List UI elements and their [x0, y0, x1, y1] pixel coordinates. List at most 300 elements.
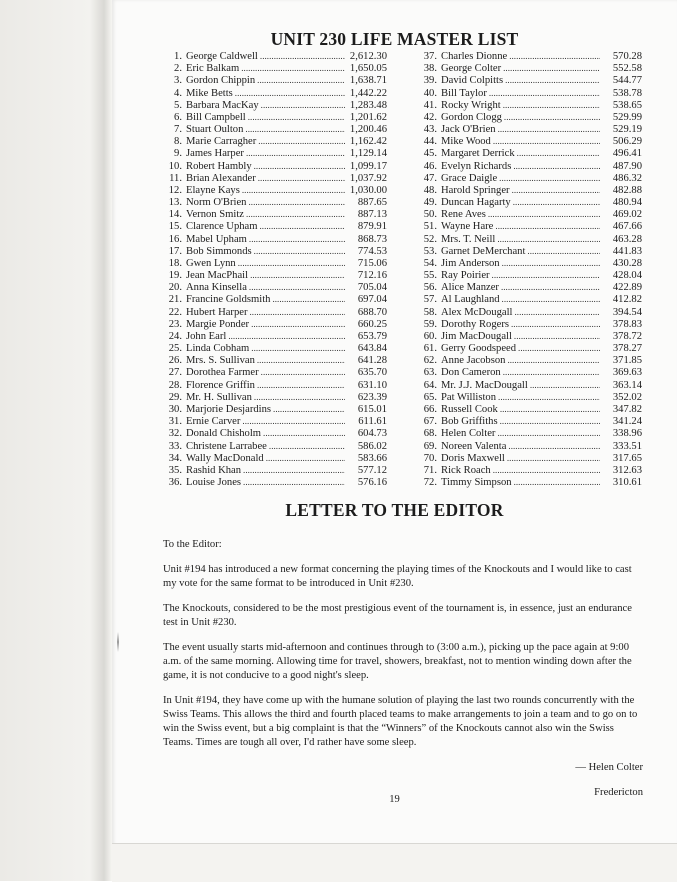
list-item [418, 354, 642, 366]
master-points: 1,283.48 [349, 99, 387, 111]
master-points: 496.41 [612, 148, 642, 160]
list-item [418, 123, 642, 135]
list-item [163, 354, 387, 366]
list-item [163, 172, 387, 184]
master-points: 363.14 [612, 379, 642, 391]
list-item [163, 257, 387, 269]
list-item [418, 427, 642, 439]
list-item [418, 111, 642, 123]
member-name: Margie Ponder [186, 318, 250, 330]
master-points: 887.65 [357, 197, 387, 209]
member-name: Marjorie Desjardins [186, 403, 272, 415]
list-title: UNIT 230 LIFE MASTER LIST [270, 29, 519, 49]
rank-number: 34. [168, 452, 182, 464]
rank-number: 6. [174, 111, 182, 123]
letter-paragraph: In Unit #194, they have come up with the humane solution of playing the last two rounds concurrently with the Swiss Teams. This allows the third and fourth placed teams to make arrangements to join a team and to go on to win the Swiss event, but a big complaint is that the “Winners” of the Knockouts cannot also win the Swiss Teams. Times are tough all over, I'd rather have some sleep. [163, 694, 638, 749]
dot-leader [242, 184, 345, 196]
member-name: Helen Colter [441, 428, 496, 440]
master-points: 712.16 [357, 270, 387, 282]
rank-number: 40. [423, 87, 437, 99]
master-points: 1,129.14 [349, 148, 387, 160]
dot-leader [243, 476, 345, 488]
master-points: 1,162.42 [349, 136, 387, 148]
list-item [163, 123, 387, 135]
list-item [418, 281, 642, 293]
rank-number: 12. [168, 184, 182, 196]
dot-leader [517, 147, 600, 159]
dot-leader [248, 111, 345, 123]
master-points: 487.90 [612, 160, 642, 172]
list-item [418, 476, 642, 488]
member-name: Gerry Goodspeed [441, 343, 517, 355]
master-points: 378.72 [612, 330, 642, 342]
rank-number: 57. [423, 294, 437, 306]
list-item [418, 233, 642, 245]
rank-number: 27. [168, 367, 182, 379]
member-name: David Colpitts [441, 75, 504, 87]
list-item [418, 464, 642, 476]
master-points: 529.99 [612, 111, 642, 123]
rank-number: 66. [423, 403, 437, 415]
member-name: George Caldwell [186, 51, 258, 62]
master-points: 577.12 [357, 464, 387, 476]
dot-leader [245, 123, 345, 135]
list-item [418, 245, 642, 257]
member-name: Florence Griffin [186, 379, 255, 391]
dot-leader [251, 342, 345, 354]
dot-leader [503, 366, 600, 378]
master-points: 604.73 [357, 428, 387, 440]
member-name: Norm O'Brien [186, 197, 247, 209]
list-item [163, 415, 387, 427]
dot-leader [257, 379, 345, 391]
list-item [163, 220, 387, 232]
dot-leader [505, 74, 600, 86]
rank-number: 72. [423, 477, 437, 489]
list-item [163, 99, 387, 111]
member-name: Evelyn Richards [441, 160, 512, 172]
master-points: 623.39 [357, 391, 387, 403]
rank-number: 39. [423, 75, 437, 87]
dot-leader [242, 415, 345, 427]
dot-leader [501, 281, 600, 293]
member-name: Duncan Hagarty [441, 197, 511, 209]
member-name: James Harper [186, 148, 244, 160]
rank-number: 3. [174, 75, 182, 87]
rank-number: 69. [423, 440, 437, 452]
rank-number: 37. [423, 51, 437, 62]
dot-leader [254, 245, 345, 257]
member-name: Al Laughland [441, 294, 500, 306]
rank-number: 1. [174, 51, 182, 62]
page-number: 19 [389, 794, 400, 805]
dot-leader [228, 330, 345, 342]
list-item [418, 87, 642, 99]
master-points: 538.78 [612, 87, 642, 99]
master-points: 583.66 [357, 452, 387, 464]
dot-leader [261, 366, 345, 378]
list-item [163, 184, 387, 196]
rank-number: 4. [174, 87, 182, 99]
member-name: Mrs. S. Sullivan [186, 355, 255, 367]
member-name: Rashid Khan [186, 464, 242, 476]
rank-number: 24. [168, 330, 182, 342]
master-points: 480.94 [612, 197, 642, 209]
rank-number: 13. [168, 197, 182, 209]
master-points: 1,200.46 [349, 124, 387, 136]
list-item [418, 342, 642, 354]
rank-number: 7. [174, 124, 182, 136]
list-item [163, 208, 387, 220]
list-item [163, 245, 387, 257]
letter-salutation: To the Editor: [163, 539, 222, 550]
master-points: 774.53 [357, 245, 387, 257]
member-name: Mike Betts [186, 87, 233, 99]
member-name: Alice Manzer [441, 282, 499, 294]
master-points: 653.79 [357, 330, 387, 342]
master-points: 333.51 [612, 440, 642, 452]
member-name: Marie Carragher [186, 136, 257, 148]
master-points: 660.25 [357, 318, 387, 330]
dot-leader [261, 99, 345, 111]
list-item [418, 379, 642, 391]
list-item [163, 379, 387, 391]
master-points: 441.83 [612, 245, 642, 257]
list-item [163, 403, 387, 415]
rank-number: 46. [423, 160, 437, 172]
dot-leader [515, 306, 601, 318]
master-points: 312.63 [612, 464, 642, 476]
rank-number: 2. [174, 63, 182, 75]
dot-leader [513, 196, 600, 208]
list-item [418, 440, 642, 452]
list-item [163, 427, 387, 439]
list-item [418, 160, 642, 172]
master-points: 1,638.71 [349, 75, 387, 87]
rank-number: 59. [423, 318, 437, 330]
dot-leader [241, 62, 345, 74]
list-item [163, 330, 387, 342]
rank-number: 10. [168, 160, 182, 172]
member-name: Gwen Lynn [186, 257, 236, 269]
rank-number: 35. [168, 464, 182, 476]
rank-number: 45. [423, 148, 437, 160]
rank-number: 63. [423, 367, 437, 379]
dot-leader [503, 62, 600, 74]
master-points: 1,201.62 [349, 111, 387, 123]
rank-number: 53. [423, 245, 437, 257]
dot-leader [492, 269, 600, 281]
rank-number: 43. [423, 124, 437, 136]
dot-leader [243, 464, 345, 476]
dot-leader [258, 135, 345, 147]
rank-number: 42. [423, 111, 437, 123]
list-item [418, 184, 642, 196]
dot-leader [254, 391, 345, 403]
rank-number: 26. [168, 355, 182, 367]
list-item [163, 62, 387, 74]
member-name: Linda Cobham [186, 343, 250, 355]
rank-number: 58. [423, 306, 437, 318]
member-name: Bill Taylor [441, 87, 487, 99]
member-name: Timmy Simpson [441, 477, 512, 489]
rank-number: 47. [423, 172, 437, 184]
letter-title: LETTER TO THE EDITOR [285, 500, 504, 520]
list-item [163, 293, 387, 305]
rank-number: 44. [423, 136, 437, 148]
member-name: Charles Dionne [441, 51, 508, 62]
master-points: 611.61 [358, 416, 387, 428]
dot-leader [246, 147, 345, 159]
member-name: Wally MacDonald [186, 452, 264, 464]
master-points: 586.02 [357, 440, 387, 452]
list-item [163, 50, 387, 62]
master-points: 635.70 [357, 367, 387, 379]
member-name: Noreen Valenta [441, 440, 507, 452]
list-item [418, 99, 642, 111]
master-points: 688.70 [357, 306, 387, 318]
life-master-list-right [418, 50, 642, 488]
list-item [163, 318, 387, 330]
list-item [163, 281, 387, 293]
master-points: 422.89 [612, 282, 642, 294]
member-name: Dorothea Farmer [186, 367, 259, 379]
list-item [418, 366, 642, 378]
member-name: George Colter [441, 63, 502, 75]
dot-leader [527, 245, 600, 257]
rank-number: 32. [168, 428, 182, 440]
rank-number: 38. [423, 63, 437, 75]
master-points: 576.16 [357, 477, 387, 489]
dot-leader [272, 293, 345, 305]
list-item [163, 111, 387, 123]
rank-number: 56. [423, 282, 437, 294]
member-name: Russell Cook [441, 403, 498, 415]
member-name: Rene Aves [441, 209, 486, 221]
master-points: 705.04 [357, 282, 387, 294]
list-item [163, 342, 387, 354]
dot-leader [500, 403, 600, 415]
member-name: Alex McDougall [441, 306, 513, 318]
dot-leader [254, 160, 345, 172]
dot-leader [258, 172, 345, 184]
master-points: 371.85 [612, 355, 642, 367]
rank-number: 36. [168, 477, 182, 489]
dot-leader [511, 318, 600, 330]
master-points: 467.66 [612, 221, 642, 233]
dot-leader [259, 220, 345, 232]
dot-leader [269, 440, 345, 452]
dot-leader [251, 318, 345, 330]
dot-leader [266, 452, 345, 464]
member-name: Mr. J.J. MacDougall [441, 379, 528, 391]
list-item [418, 293, 642, 305]
rank-number: 61. [423, 343, 437, 355]
list-item [163, 147, 387, 159]
rank-number: 18. [168, 257, 182, 269]
dot-leader [512, 184, 600, 196]
letter-body [163, 538, 643, 810]
rank-number: 21. [168, 294, 182, 306]
master-points: 469.02 [612, 209, 642, 221]
list-item [418, 208, 642, 220]
member-name: Mabel Upham [186, 233, 247, 245]
master-points: 352.02 [612, 391, 642, 403]
dot-leader [507, 452, 600, 464]
rank-number: 30. [168, 403, 182, 415]
member-name: Gordon Chippin [186, 75, 256, 87]
list-item [418, 50, 642, 62]
member-name: Anne Jacobson [441, 355, 506, 367]
master-points: 428.04 [612, 270, 642, 282]
dot-leader [248, 196, 345, 208]
rank-number: 55. [423, 270, 437, 282]
master-points: 486.32 [612, 172, 642, 184]
master-points: 378.27 [612, 343, 642, 355]
list-item [418, 220, 642, 232]
rank-number: 68. [423, 428, 437, 440]
master-points: 482.88 [612, 184, 642, 196]
list-item [163, 87, 387, 99]
member-name: Eric Balkam [186, 63, 240, 75]
master-points: 369.63 [612, 367, 642, 379]
rank-number: 28. [168, 379, 182, 391]
member-name: Ernie Carver [186, 416, 241, 428]
list-item [418, 391, 642, 403]
rank-number: 22. [168, 306, 182, 318]
member-name: Jim MacDougall [441, 330, 512, 342]
letter-paragraph: The event usually starts mid-afternoon and continues through to (3:00 a.m.), picking up the pace again at 9:00 a.m. of the same morning. Allowing time for travel, showers, breakfast, not to mention winding down after the game, it is not conducive to a good night's sleep. [163, 641, 632, 681]
rank-number: 15. [168, 221, 182, 233]
dot-leader [514, 476, 600, 488]
rank-number: 60. [423, 330, 437, 342]
master-points: 868.73 [357, 233, 387, 245]
dot-leader [249, 306, 345, 318]
rank-number: 50. [423, 209, 437, 221]
master-points: 887.13 [357, 209, 387, 221]
master-points: 615.01 [357, 403, 387, 415]
member-name: Rocky Wright [441, 99, 501, 111]
member-name: Jack O'Brien [441, 124, 496, 136]
master-points: 552.58 [612, 63, 642, 75]
list-item [418, 452, 642, 464]
dot-leader [498, 391, 600, 403]
dot-leader [263, 427, 345, 439]
list-item [418, 172, 642, 184]
rank-number: 20. [168, 282, 182, 294]
rank-number: 54. [423, 257, 437, 269]
dot-leader [249, 281, 345, 293]
master-points: 310.61 [612, 477, 642, 489]
member-name: Wayne Hare [441, 221, 494, 233]
rank-number: 41. [423, 99, 437, 111]
rank-number: 11. [169, 172, 182, 184]
list-item [163, 233, 387, 245]
member-name: Mr. H. Sullivan [186, 391, 252, 403]
rank-number: 5. [174, 99, 182, 111]
list-item [418, 269, 642, 281]
member-name: Stuart Oulton [186, 124, 244, 136]
member-name: Anna Kinsella [186, 282, 247, 294]
dot-leader [260, 50, 345, 62]
member-name: Mrs. T. Neill [441, 233, 496, 245]
list-item [163, 464, 387, 476]
member-name: Louise Jones [186, 477, 242, 489]
rank-number: 52. [423, 233, 437, 245]
list-item [163, 440, 387, 452]
list-item [163, 135, 387, 147]
master-points: 412.82 [612, 294, 642, 306]
member-name: Francine Goldsmith [186, 294, 271, 306]
list-item [163, 269, 387, 281]
master-points: 641.28 [357, 355, 387, 367]
dot-leader [246, 208, 345, 220]
member-name: Harold Springer [441, 184, 510, 196]
master-points: 338.96 [612, 428, 642, 440]
dot-leader [502, 293, 600, 305]
master-points: 544.77 [612, 75, 642, 87]
dot-leader [504, 111, 600, 123]
dot-leader [497, 427, 600, 439]
master-points: 643.84 [357, 343, 387, 355]
member-name: Jim Anderson [441, 257, 500, 269]
list-item [418, 415, 642, 427]
master-points: 715.06 [357, 257, 387, 269]
master-points: 378.83 [612, 318, 642, 330]
rank-number: 16. [168, 233, 182, 245]
member-name: Donald Chisholm [186, 428, 262, 440]
master-points: 430.28 [612, 257, 642, 269]
member-name: Bill Campbell [186, 111, 246, 123]
list-item [418, 62, 642, 74]
dot-leader [257, 354, 345, 366]
member-name: Don Cameron [441, 367, 501, 379]
rank-number: 51. [423, 221, 437, 233]
dot-leader [493, 464, 600, 476]
master-points: 463.28 [612, 233, 642, 245]
rank-number: 49. [423, 197, 437, 209]
master-points: 506.29 [612, 136, 642, 148]
list-item [418, 74, 642, 86]
master-points: 1,650.05 [349, 63, 387, 75]
list-item [418, 306, 642, 318]
dot-leader [500, 415, 600, 427]
member-name: Hubert Harper [186, 306, 248, 318]
signature-place: Fredericton [594, 786, 643, 798]
dot-leader [257, 74, 345, 86]
life-master-list-left [163, 50, 387, 488]
member-name: Gordon Clogg [441, 111, 502, 123]
master-points: 697.04 [357, 294, 387, 306]
master-points: 570.28 [612, 51, 642, 62]
rank-number: 14. [168, 209, 182, 221]
member-name: Garnet DeMerchant [441, 245, 526, 257]
dot-leader [250, 269, 345, 281]
dot-leader [497, 233, 600, 245]
rank-number: 33. [168, 440, 182, 452]
list-item [163, 196, 387, 208]
rank-number: 29. [168, 391, 182, 403]
dot-leader [508, 440, 600, 452]
master-points: 1,442.22 [349, 87, 387, 99]
rank-number: 64. [423, 379, 437, 391]
member-name: Jean MacPhail [186, 270, 249, 282]
master-points: 538.65 [612, 99, 642, 111]
dot-leader [509, 50, 600, 62]
rank-number: 31. [168, 416, 182, 428]
rank-number: 9. [174, 148, 182, 160]
dot-leader [488, 208, 600, 220]
